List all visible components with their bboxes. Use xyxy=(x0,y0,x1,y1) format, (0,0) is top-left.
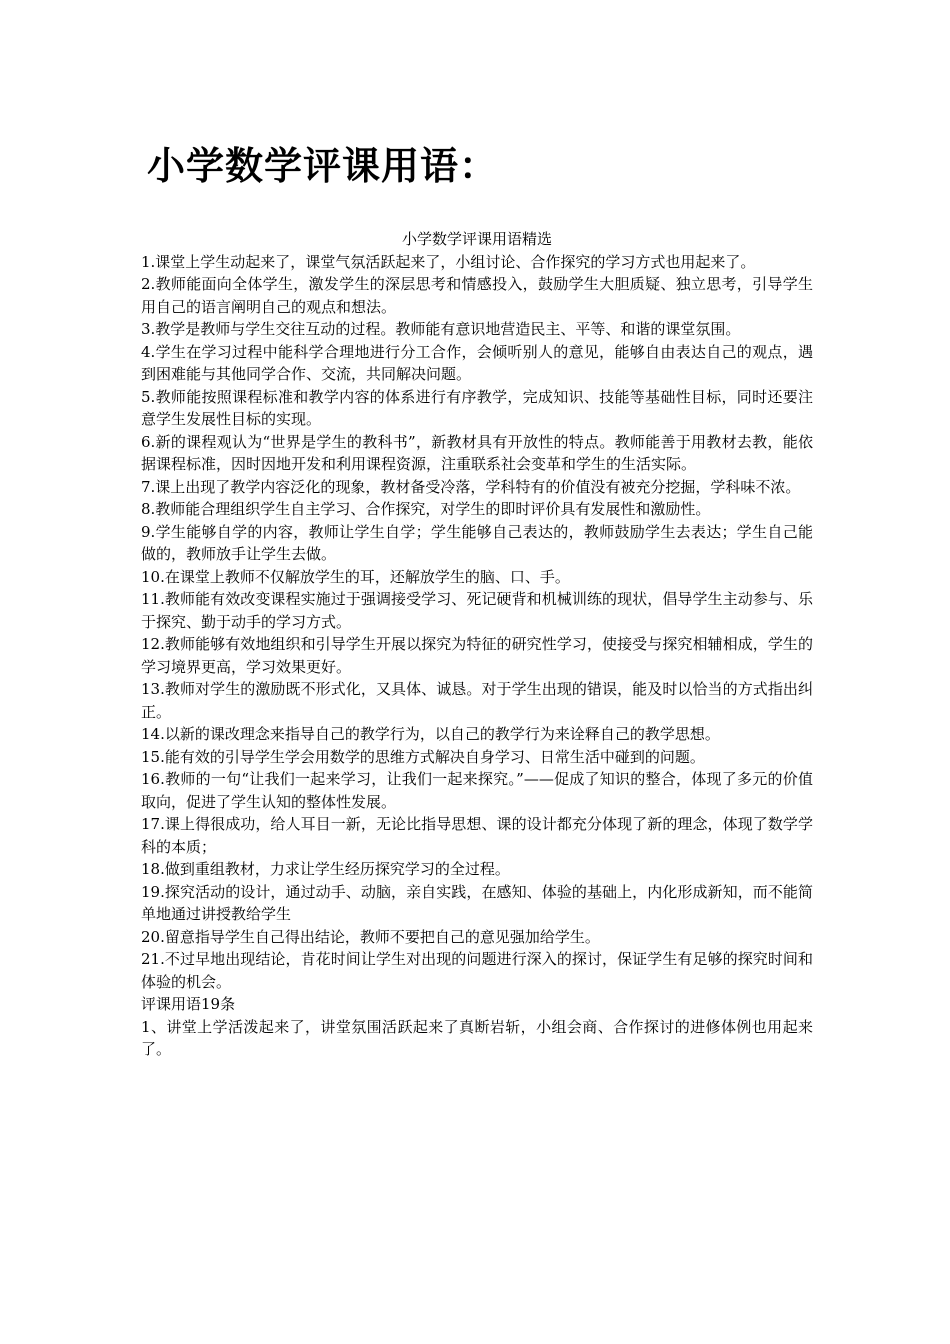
list-item: 19.探究活动的设计，通过动手、动脑，亲自实践，在感知、体验的基础上，内化形成新知，而不能简单地通过讲授教给学生 xyxy=(141,882,813,923)
list-item: 2.教师能面向全体学生，激发学生的深层思考和情感投入，鼓励学生大胆质疑、独立思考，引导学生用自己的语言阐明自己的观点和想法。 xyxy=(141,275,813,316)
list-item: 21.不过早地出现结论，肯花时间让学生对出现的问题进行深入的探讨，保证学生有足够的探究时间和体验的机会。 xyxy=(141,950,813,991)
list-item: 3.教学是教师与学生交往互动的过程。教师能有意识地营造民主、平等、和谐的课堂氛围。 xyxy=(141,320,741,338)
list-item: 6.新的课程观认为“世界是学生的教科书”，新教材具有开放性的特点。教师能善于用教材去教，能依据课程标准，因时因地开发和利用课程资源，注重联系社会变革和学生的生活实际。 xyxy=(141,432,813,473)
list-item: 1.课堂上学生动起来了，课堂气氛活跃起来了，小组讨论、合作探究的学习方式也用起来了。 xyxy=(141,252,756,271)
list-item: 17.课上得很成功，给人耳目一新，无论比指导思想、课的设计都充分体现了新的理念，体现了数学学科的本质； xyxy=(141,815,813,856)
list-item: 1、讲堂上学活泼起来了，讲堂氛围活跃起来了真断岩斩，小组会商、合作探讨的进修体例也用起来了。 xyxy=(141,1017,813,1058)
section-heading: 评课用语19条 xyxy=(141,995,236,1013)
list-item: 20.留意指导学生自己得出结论，教师不要把自己的意见强加给学生。 xyxy=(141,927,600,946)
list-item: 4.学生在学习过程中能科学合理地进行分工合作，会倾听别人的意见，能够自由表达自己的观点，遇到困难能与其他同学合作、交流，共同解决问题。 xyxy=(141,342,813,383)
document-title: 小学数学评课用语： xyxy=(147,144,499,188)
list-item: 9.学生能够自学的内容，教师让学生自学；学生能够自己表达的，教师鼓励学生去表达；学生自己能做的，教师放手让学生去做。 xyxy=(141,522,813,563)
list-item: 16.教师的一句“让我们一起来学习，让我们一起来探究。”——促成了知识的整合，体现了多元的价值取向，促进了学生认知的整体性发展。 xyxy=(141,770,813,811)
list-item: 15.能有效的引导学生学会用数学的思维方式解决自身学习、日常生活中碰到的问题。 xyxy=(141,747,705,766)
list-item: 13.教师对学生的激励既不形式化，又具体、诚恳。对于学生出现的错误，能及时以恰当的方式指出纠正。 xyxy=(141,680,813,721)
document-body xyxy=(141,228,813,1061)
list-item: 10.在课堂上教师不仅解放学生的耳，还解放学生的脑、口、手。 xyxy=(141,567,570,586)
list-item: 14.以新的课改理念来指导自己的教学行为，以自己的教学行为来诠释自己的教学思想。 xyxy=(141,725,720,743)
list-item: 12.教师能够有效地组织和引导学生开展以探究为特征的研究性学习，使接受与探究相辅相成，学生的学习境界更高，学习效果更好。 xyxy=(141,635,813,676)
list-item: 7.课上出现了教学内容泛化的现象，教材备受冷落，学科特有的价值没有被充分挖掘，学科味不浓。 xyxy=(141,477,801,496)
list-item: 11.教师能有效改变课程实施过于强调接受学习、死记硬背和机械训练的现状，倡导学生主动参与、乐于探究、勤于动手的学习方式。 xyxy=(141,590,813,631)
list-item: 18.做到重组教材，力求让学生经历探究学习的全过程。 xyxy=(141,860,510,878)
section-subtitle: 小学数学评课用语精选 xyxy=(401,230,552,248)
list-item: 8.教师能合理组织学生自主学习、合作探究，对学生的即时评价具有发展性和激励性。 xyxy=(141,500,711,518)
list-item: 5.教师能按照课程标准和教学内容的体系进行有序教学，完成知识、技能等基础性目标，同时还要注意学生发展性目标的实现。 xyxy=(141,387,813,428)
